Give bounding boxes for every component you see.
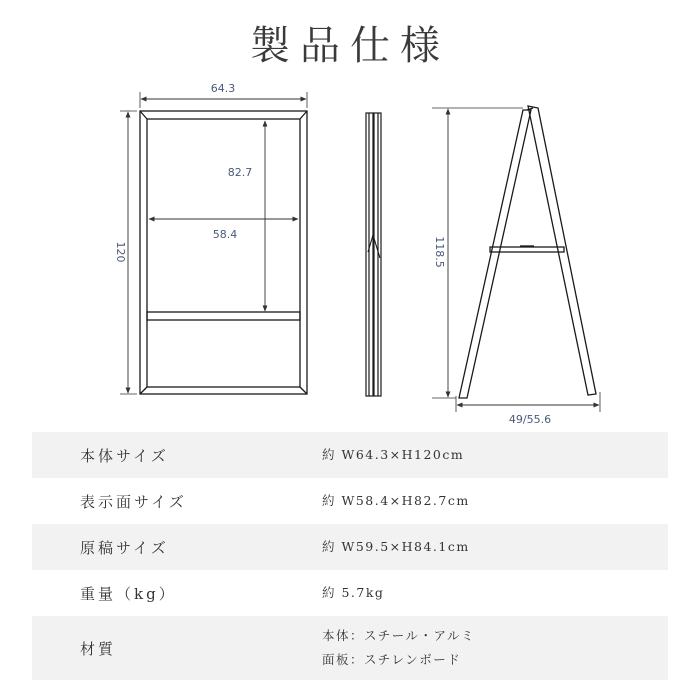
spec-label: 表示面サイズ bbox=[80, 492, 187, 511]
spec-value bbox=[322, 581, 668, 605]
page-title: 製品仕様 bbox=[250, 23, 450, 69]
base-width-label: 49/55.6 bbox=[508, 413, 552, 426]
front-frame bbox=[140, 111, 307, 394]
inner-height-label: 82.7 bbox=[227, 166, 253, 179]
spec-label: 原稿サイズ bbox=[80, 538, 169, 557]
spec-value bbox=[322, 624, 668, 672]
spec-row-body-size bbox=[32, 432, 668, 478]
spec-label: 材質 bbox=[80, 639, 117, 658]
folded-side-view bbox=[366, 113, 381, 396]
spec-label: 重量（kg） bbox=[80, 584, 177, 603]
spec-row-display-size bbox=[32, 478, 668, 524]
spec-value-line: 面板：スチレンボード bbox=[322, 652, 462, 667]
side-height-label: 118.5 bbox=[433, 236, 446, 268]
front-view bbox=[114, 82, 307, 394]
spec-value-line: 約 5.7kg bbox=[322, 585, 385, 600]
spec-value-line: 約 W64.3×H120cm bbox=[322, 447, 465, 462]
spec-row-document-size bbox=[32, 524, 668, 570]
spec-value-line: 約 W58.4×H82.7cm bbox=[322, 493, 470, 508]
spec-row-material bbox=[32, 616, 668, 680]
spec-value bbox=[322, 489, 668, 513]
height-label: 120 bbox=[114, 241, 127, 263]
spec-row-weight bbox=[32, 570, 668, 616]
spec-table bbox=[32, 432, 668, 680]
width-label: 64.3 bbox=[210, 82, 236, 95]
a-frame-legs bbox=[459, 106, 596, 398]
spec-value-line: 本体：スチール・アルミ bbox=[322, 628, 476, 643]
spec-value bbox=[322, 535, 668, 559]
a-frame-view bbox=[432, 106, 600, 426]
spec-value bbox=[322, 443, 668, 467]
spec-value-line: 約 W59.5×H84.1cm bbox=[322, 539, 470, 554]
inner-width-label: 58.4 bbox=[212, 228, 238, 241]
spec-label: 本体サイズ bbox=[80, 446, 169, 465]
